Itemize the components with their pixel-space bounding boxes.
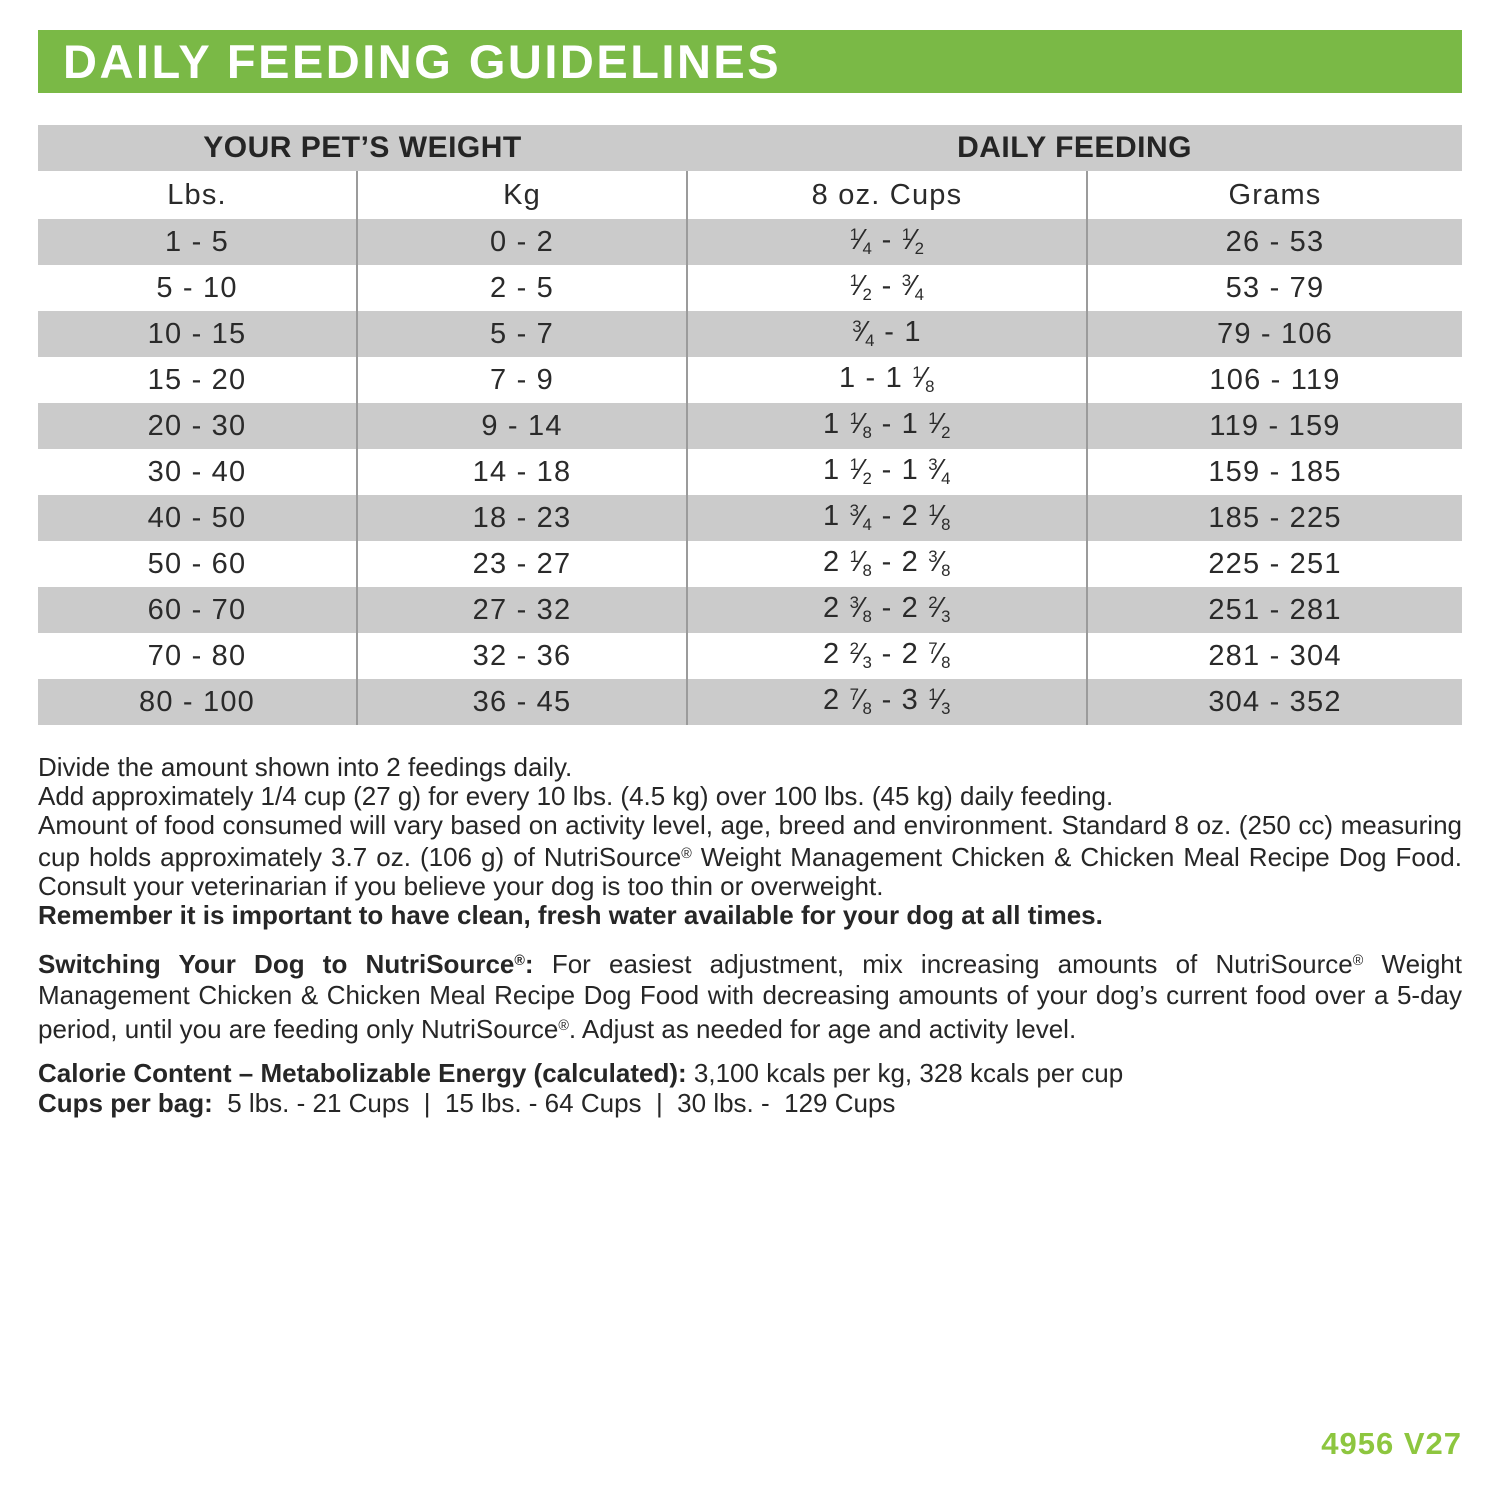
cell-cups: 1 $^1⁄_8 - 1$ $^1⁄_2$ [687,403,1087,449]
cell-grams: 26 - 53 [1087,219,1462,265]
column-header-cups: 8 oz. Cups [687,171,1087,219]
cell-cups: $^1⁄_4$ - $^1⁄_2$ [687,219,1087,265]
cell-lbs: 50 - 60 [147,547,247,580]
cell-lbs: 80 - 100 [138,685,255,718]
cell-grams: 106 - 119 [1087,357,1462,403]
table-row [38,541,1462,587]
cups-per-bag-value: 5 lbs. - 21 Cups | 15 lbs. - 64 Cups | 30 lbs. - 129 Cups [220,1088,896,1118]
note-amount-varies: Amount of food consumed will vary based on activity level, age, breed and environment. Standard 8 oz. (250 cc) measuring cup holds approximately 3.7 oz. (106 g) of NutriSource® Weight Management Chicken & Chicken Meal Recipe Dog Food. Consult your veterinarian if you believe your dog is too thin or overweight. [38,810,1462,901]
cell-lbs: 5 - 10 [156,271,238,304]
cell-grams: 185 - 225 [1087,495,1462,541]
switching-lead: Switching Your Dog to NutriSource®: [38,948,552,979]
table-row [38,219,1462,265]
cell-cups: $^3⁄_4 - 1$ [687,311,1087,357]
column-header-grams: Grams [1087,171,1462,219]
cell-kg: 0 - 2 [357,219,687,265]
cell-cups: 2 $^7⁄_8 - 3$ $^1⁄_3$ [687,679,1087,725]
table-row [38,265,1462,311]
table-row [38,357,1462,403]
cups-per-bag-lead: Cups per bag: [38,1088,221,1118]
switching-paragraph [38,946,1462,1045]
cell-lbs: 70 - 80 [147,639,247,672]
cell-grams: 225 - 251 [1087,541,1462,587]
cell-lbs: 40 - 50 [147,501,247,534]
cell-grams: 304 - 352 [1087,679,1462,725]
note-divide-feedings: Divide the amount shown into 2 feedings daily. [38,752,573,782]
table-row [38,679,1462,725]
group-header-row [38,125,1462,171]
cell-cups: 1 $^3⁄_4 - 2$ $^1⁄_8$ [687,495,1087,541]
cell-kg: 5 - 7 [357,311,687,357]
title-bar [38,30,1462,93]
footer-code: 4956 V27 [1321,1426,1462,1461]
cell-cups: 1 $^1⁄_2 - 1$ $^3⁄_4$ [687,449,1087,495]
cell-grams: 281 - 304 [1087,633,1462,679]
cell-grams: 53 - 79 [1087,265,1462,311]
cell-lbs: 60 - 70 [147,593,247,626]
calorie-content-lead: Calorie Content – Metabolizable Energy (calculated): [38,1058,694,1088]
table-row [38,311,1462,357]
calorie-content-line [38,1058,1462,1088]
cell-kg: 18 - 23 [357,495,687,541]
table-body [38,219,1462,725]
group-header-daily-feeding: DAILY FEEDING [687,125,1462,171]
cell-kg: 32 - 36 [357,633,687,679]
cell-lbs: 1 - 5 [164,225,230,258]
cell-grams: 251 - 281 [1087,587,1462,633]
cell-cups: 2 $^2⁄_3 - 2$ $^7⁄_8$ [687,633,1087,679]
cups-per-bag-line [38,1088,1462,1118]
feeding-table [38,125,1462,725]
cell-grams: 159 - 185 [1087,449,1462,495]
cell-lbs: 10 - 15 [147,317,247,350]
table-row [38,587,1462,633]
page-title: DAILY FEEDING GUIDELINES [63,35,782,88]
column-header-kg: Kg [357,171,687,219]
feeding-notes [38,753,1462,930]
cell-cups: $^1⁄_2$ - $^3⁄_4$ [687,265,1087,311]
note-add-quarter-cup: Add approximately 1/4 cup (27 g) for every 10 lbs. (4.5 kg) over 100 lbs. (45 kg) daily feeding. [38,781,1114,811]
calorie-block [38,1058,1462,1118]
table-row [38,449,1462,495]
cell-lbs: 20 - 30 [147,409,247,442]
cell-cups: 1 - 1 $^1⁄_8$ [687,357,1087,403]
cell-kg: 27 - 32 [357,587,687,633]
table-row [38,495,1462,541]
column-header-row [38,171,1462,219]
cell-cups: 2 $^1⁄_8 - 2$ $^3⁄_8$ [687,541,1087,587]
cell-kg: 36 - 45 [357,679,687,725]
cell-lbs: 15 - 20 [147,363,247,396]
cell-grams: 79 - 106 [1087,311,1462,357]
switching-body: For easiest adjustment, mix increasing amounts of NutriSource® Weight Management Chicken & Chicken Meal Recipe Dog Food with decreasing amounts of your dog’s current food over a 5-day period, until you are feeding only NutriSource®. Adjust as needed for age and activity level. [38,948,1462,1044]
cell-kg: 14 - 18 [357,449,687,495]
group-header-pet-weight: YOUR PET’S WEIGHT [38,125,687,171]
cell-kg: 9 - 14 [357,403,687,449]
cell-kg: 2 - 5 [357,265,687,311]
column-header-lbs: Lbs. [167,178,227,211]
cell-grams: 119 - 159 [1087,403,1462,449]
note-fresh-water: Remember it is important to have clean, fresh water available for your dog at all times. [38,899,1103,930]
cell-kg: 23 - 27 [357,541,687,587]
cell-cups: 2 $^3⁄_8 - 2$ $^2⁄_3$ [687,587,1087,633]
table-row [38,633,1462,679]
table-row [38,403,1462,449]
cell-lbs: 30 - 40 [147,455,247,488]
cell-kg: 7 - 9 [357,357,687,403]
calorie-content-value: 3,100 kcals per kg, 328 kcals per cup [693,1058,1124,1088]
